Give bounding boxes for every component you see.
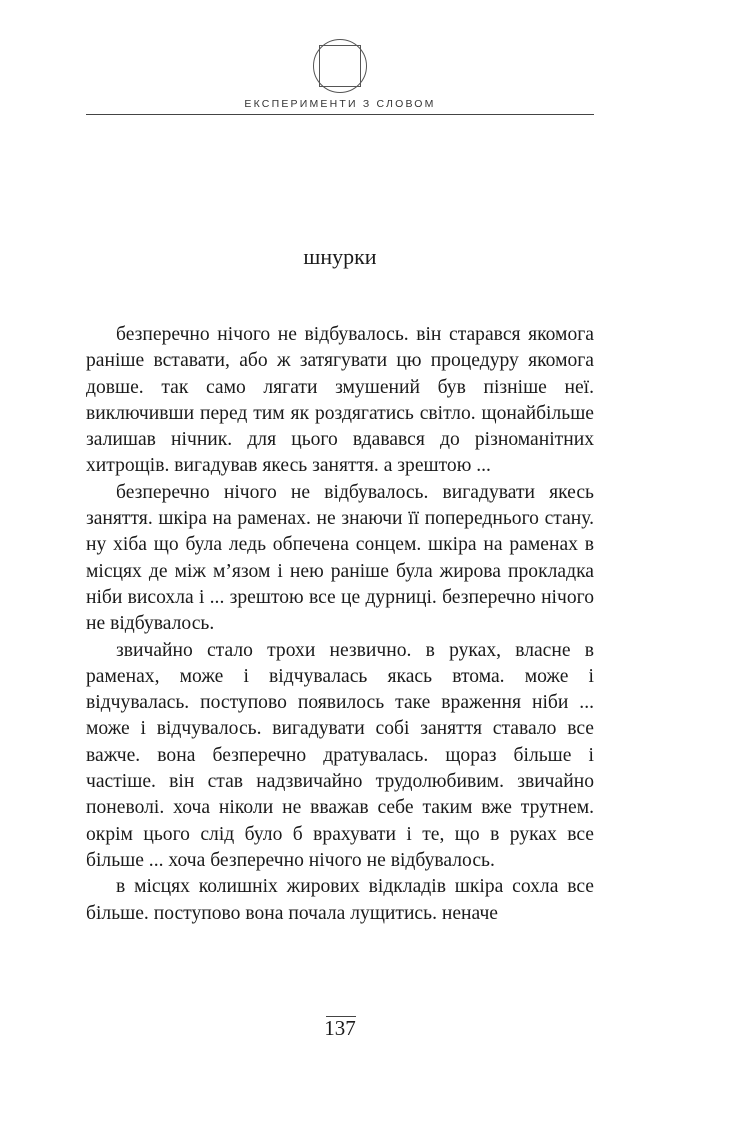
running-head: ЕКСПЕРИМЕНТИ З СЛОВОМ [244,98,436,110]
paragraph: безперечно нічого не відбувалось. вигадувати якесь заняття. шкіра на раменах. не знаючи її попереднього стану. ну хіба що була ледь обпечена сонцем. шкіра на раменах в місцях де між м’язом і нею раніше була жирова прокладка ніби висохла і ... зрештою все це дурниці. безперечно нічого не відбувалось. [86,481,594,635]
page-number: 137 [324,1016,356,1040]
header-divider [86,114,594,115]
chapter-title: шнурки [303,244,377,269]
paragraph: звичайно стало трохи незвично. в руках, власне в раменах, може і відчувалась якась втома. може і відчувалась. поступово появилось таке враження ніби ... може і відчувалось. вигадувати собі заняття ставало все важче. вона безперечно дратувалась. щораз більше і частіше. він став надзвичайно трудолюбивим. звичайно поневолі. хоча ніколи не вважав себе таким вже трутнем. окрім цього слід було б врахувати і те, що в руках все більше ... хоча безперечно нічого не відбувалось. [86,639,594,871]
paragraph: безперечно нічого не відбувалось. він старався якомога раніше вставати, або ж затягувати цю процедуру якомога довше. так само лягати змушений був пізніше неї. виключивши перед тим як роздягатись світло. щонайбільше залишав нічник. для цього вдавався до різноманітних хитрощів. вигадував якесь заняття. а зрештою ... [86,324,594,477]
body-text [86,322,594,927]
paragraph: в місцях колишніх жирових відкладів шкіра сохла все більше. поступово вона почала лущитись. неначе [86,876,594,924]
circle-square-emblem-icon [312,38,368,94]
